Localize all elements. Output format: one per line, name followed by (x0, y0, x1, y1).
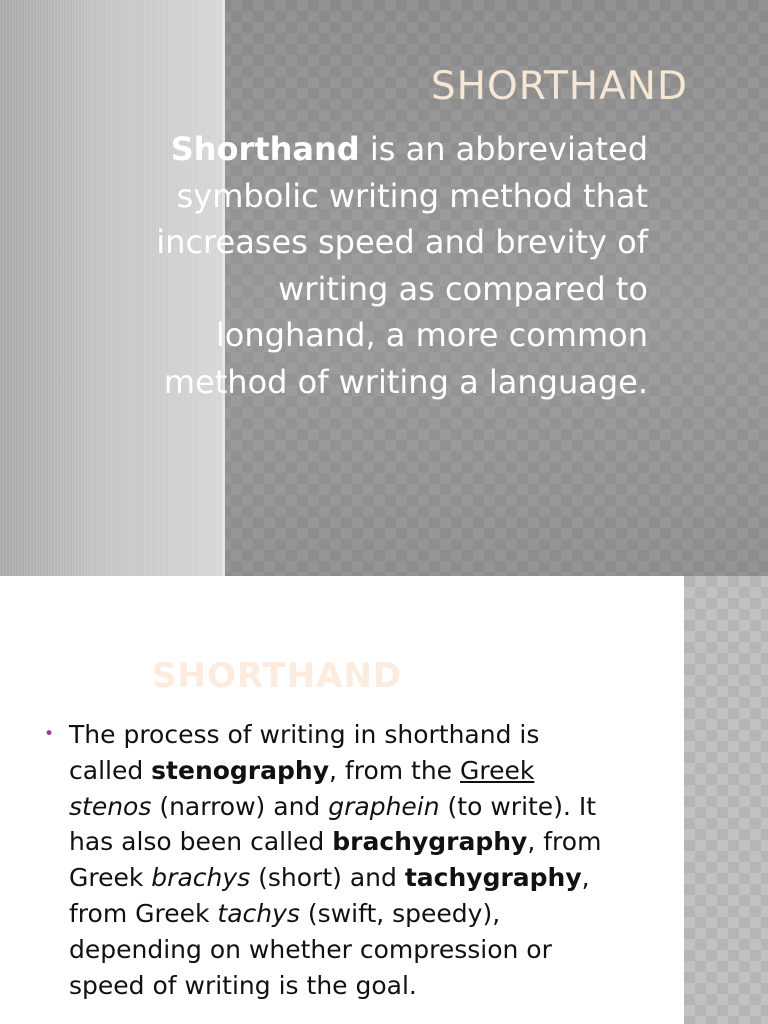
definition-line-2: symbolic writing method that (176, 176, 648, 215)
term-stenos: stenos (69, 791, 152, 821)
definition-line-3: increases speed and brevity of (156, 223, 648, 261)
bullet-text: (narrow) and (151, 791, 329, 821)
bullet-text: (to write). It has also been called (69, 791, 597, 857)
definition-line-6: method of writing a language. (163, 362, 648, 401)
definition-line-4: writing as compared to (278, 269, 648, 308)
bullet-text: The process of writing in shorthand is called (69, 720, 540, 785)
slide-2-bullet-list (44, 717, 604, 1003)
list-item (44, 717, 604, 1003)
term-graphein: graphein (328, 791, 440, 821)
term-brachygraphy: brachygraphy (332, 827, 528, 857)
definition-bold-term: Shorthand (170, 130, 360, 168)
definition-line-1: is an abbreviated (359, 130, 648, 168)
definition-line-5: longhand, a more common (215, 316, 648, 354)
bullet-text: , from Greek (69, 863, 590, 928)
term-tachys: tachys (217, 898, 300, 928)
slide-2-title: SHORTHAND (152, 656, 403, 696)
slide-1-title: SHORTHAND (430, 64, 688, 109)
slide-2 (0, 576, 768, 1024)
greek-link[interactable]: Greek (460, 755, 535, 785)
bullet-text: (short) and (250, 863, 405, 893)
bullet-dot-icon: • (44, 724, 55, 744)
bullet-text: , from the (329, 755, 461, 785)
slide-1-definition (88, 126, 648, 405)
bullet-text: (swift, speedy), depending on whether compression or speed of writing is the goal. (69, 898, 552, 1000)
term-tachygraphy: tachygraphy (404, 863, 582, 893)
bullet-text: , from Greek (69, 827, 602, 893)
term-stenography: stenography (151, 755, 330, 785)
term-brachys: brachys (151, 863, 251, 893)
slide-2-right-texture-strip (684, 576, 768, 1024)
